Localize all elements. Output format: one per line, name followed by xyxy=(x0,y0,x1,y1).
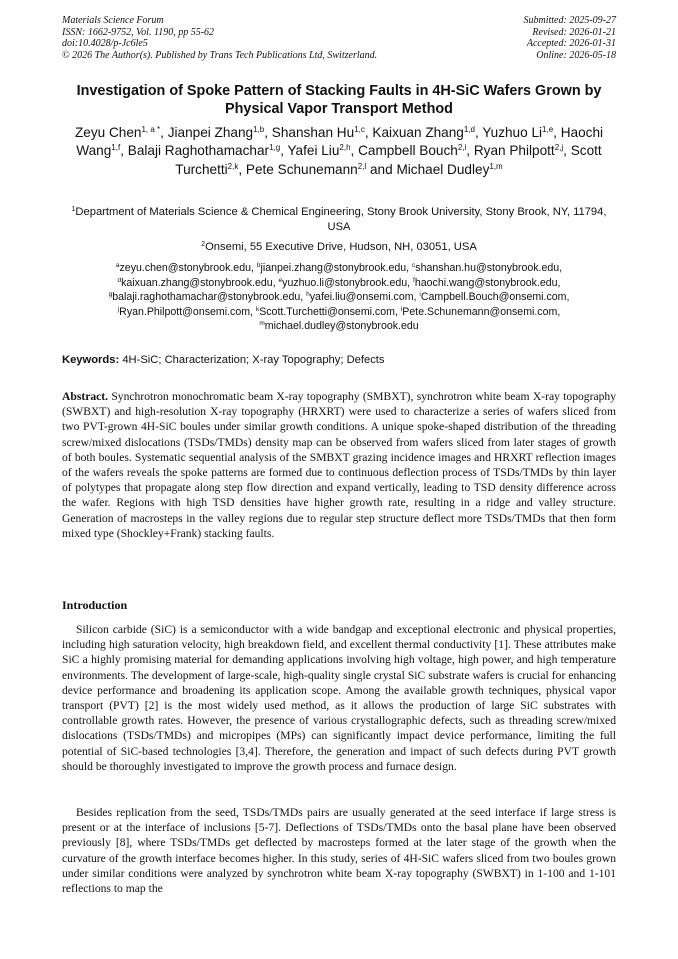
email-marker: b xyxy=(256,262,261,269)
author-affiliation-marker: 2,j xyxy=(554,143,564,153)
revised-date: Revised: 2026-01-21 xyxy=(532,26,616,38)
email-marker: a xyxy=(115,262,120,269)
author xyxy=(372,125,475,140)
author-affiliation-marker: 2,l xyxy=(357,161,367,171)
email-address[interactable]: kaixuan.zhang@stonybrook.edu xyxy=(121,276,273,289)
email xyxy=(118,306,250,318)
email xyxy=(116,262,251,274)
affiliation-marker: 2 xyxy=(201,241,206,248)
author-name: Ryan Philpott xyxy=(473,143,555,159)
email-marker: d xyxy=(117,276,122,284)
email-address[interactable]: Ryan.Philpott@onsemi.com xyxy=(119,305,251,318)
email-address[interactable]: jianpei.zhang@stonybrook.edu xyxy=(260,262,407,274)
email xyxy=(419,291,566,303)
doi-link[interactable]: doi:10.4028/p-Jc6le5 xyxy=(62,38,148,50)
email xyxy=(412,262,559,274)
email xyxy=(401,306,557,318)
author xyxy=(75,125,160,140)
email-address[interactable]: shanshan.hu@stonybrook.edu xyxy=(415,262,560,274)
author-affiliation-marker: 2,k xyxy=(227,161,239,171)
email-list: $^a$zeyu.chen@stonybrook.edu, $^b$jianpei.zhang@stonybrook.edu, $^c$shanshan.hu@stonybrook.edu, $^d$kaixuan.zhang@stonybrook.edu, $^e$yuzhuo.li@stonybrook.edu, $^f$haochi.wang@stonybrook.edu, $^g$balaji.raghothamachar@stonybrook.edu, $^h$yafei.liu@onsemi.com, $^i$Campbell.Bouch@onsemi.com, $^j$Ryan.Philpott@onsemi.com, $^k$Scott.Turchetti@onsemi.com, $^l$Pete.Schunemann@onsemi.com, $^m$michael.dudley@stonybrook.edu xyxy=(108,262,570,332)
abstract xyxy=(62,389,616,541)
email-address[interactable]: yafei.liu@onsemi.com xyxy=(309,291,414,303)
keywords xyxy=(62,353,616,367)
email-marker: m xyxy=(259,320,265,327)
email xyxy=(117,277,272,289)
author-affiliation-marker: 2,i xyxy=(457,143,467,153)
journal-name: Materials Science Forum xyxy=(62,15,164,26)
author-name: Yafei Liu xyxy=(287,143,340,159)
email-marker: k xyxy=(255,305,260,313)
email-address[interactable]: haochi.wang@stonybrook.edu xyxy=(414,276,558,289)
email-marker: l xyxy=(400,305,403,313)
email-address[interactable]: Pete.Schunemann@onsemi.com xyxy=(402,305,558,318)
author xyxy=(288,143,351,158)
email-address[interactable]: balaji.raghothamachar@stonybrook.edu xyxy=(112,291,301,303)
publication-dates xyxy=(524,15,617,61)
online-date: Online: 2026-05-18 xyxy=(536,49,616,61)
email-address[interactable]: zeyu.chen@stonybrook.edu xyxy=(119,262,251,274)
email-address[interactable]: Campbell.Bouch@onsemi.com xyxy=(420,291,567,303)
affiliation-text: Onsemi, 55 Executive Drive, Hudson, NH, 03051, USA xyxy=(205,241,477,253)
keywords-text: 4H-SiC; Characterization; X-ray Topography; Defects xyxy=(122,354,385,366)
email xyxy=(279,277,408,289)
author-affiliation-marker: 1,d xyxy=(463,125,475,134)
author xyxy=(246,162,366,177)
submitted-date: Submitted: 2025-09-27 xyxy=(523,15,616,26)
author xyxy=(474,143,563,158)
email xyxy=(306,291,413,303)
author-affiliation-marker: 1,g xyxy=(269,143,281,153)
author-name: Campbell Bouch xyxy=(358,143,458,159)
email-marker: c xyxy=(412,262,416,269)
email-marker: e xyxy=(278,276,283,284)
email xyxy=(109,291,301,303)
email-marker: h xyxy=(306,291,310,298)
accepted-date: Accepted: 2026-01-31 xyxy=(526,38,616,50)
copyright-line: © 2026 The Author(s). Published by Trans Tech Publications Ltd, Switzerland. xyxy=(62,49,378,61)
author-name: Michael Dudley xyxy=(396,161,490,177)
author xyxy=(168,125,265,140)
author xyxy=(358,143,466,158)
affiliation-1 xyxy=(62,205,616,235)
author-affiliation-marker: 1, a * xyxy=(141,125,161,134)
publication-info xyxy=(62,15,377,61)
introduction-paragraph-2: Besides replication from the seed, TSDs/TMDs pairs are usually generated at the seed interface if large stress is present or at the interface of inclusions [5-7]. Deflections of TSDs/TMDs onto the basal plane have been observed previously [8], where TSDs/TMDs get deflected by macrosteps formed at the later stage of the growth when the curvature of the growth interface becomes higher. In this study, series of 4H-SiC wafers sliced from two boules grown under similar conditions were analyzed by synchrotron white beam X-ray topography (SWBXT) in 1-100 and 1-101 reflections to map the xyxy=(62,806,616,896)
author-name: Scott Turchetti xyxy=(175,143,602,177)
author xyxy=(272,125,365,140)
affiliation-text: Department of Materials Science & Chemical Engineering, Stony Brook University, Stony Brook, NY, 11794, USA xyxy=(75,206,607,233)
author-affiliation-marker: 1,b xyxy=(253,125,265,134)
email-marker: g xyxy=(108,291,113,298)
author-name: Balaji Raghothamachar xyxy=(127,143,270,159)
author xyxy=(128,143,280,158)
author-name: Haochi Wang xyxy=(76,125,604,159)
author-affiliation-marker: 2,h xyxy=(339,143,351,153)
author-name: Shanshan Hu xyxy=(271,125,355,140)
email xyxy=(256,306,395,318)
paper-title: Investigation of Spoke Pattern of Stacking Faults in 4H-SiC Wafers Grown by Physical Vapor Transport Method xyxy=(76,83,602,117)
email-marker: f xyxy=(413,276,415,284)
email xyxy=(259,320,418,332)
author-name: Kaixuan Zhang xyxy=(372,125,464,140)
email-marker: j xyxy=(117,305,120,313)
affiliation-2 xyxy=(62,240,616,255)
affiliation-marker: 1 xyxy=(71,206,76,213)
author xyxy=(396,162,502,177)
author-name: Zeyu Chen xyxy=(74,125,142,140)
author-affiliation-marker: 1,c xyxy=(354,125,365,134)
issn-line: ISSN: 1662-9752, Vol. 1190, pp 55-62 xyxy=(62,26,215,38)
author-name: Yuzhuo Li xyxy=(482,125,543,140)
author-list: Zeyu Chen$^{1, a *}$, Jianpei Zhang$^{1,b}$, Shanshan Hu$^{1,c}$, Kaixuan Zhang$^{1,d}$, Yuzhuo Li$^{1,e}$, Haochi Wang$^{1,f}$, Balaji Raghothamachar$^{1,g}$, Yafei Liu$^{2,h}$, Campbell Bouch$^{2,i}$, Ryan Philpott$^{2,j}$, Scott Turchetti$^{2,k}$, Pete Schunemann$^{2,l}$ and Michael Dudley$^{1,m}$ xyxy=(74,125,604,177)
email-address[interactable]: michael.dudley@stonybrook.edu xyxy=(264,320,419,332)
introduction-paragraph-1: Silicon carbide (SiC) is a semiconductor with a wide bandgap and exceptional electronic and physical properties, including high saturation velocity, high breakdown field, and excellent thermal conductivity [1]. These attributes make SiC a highly promising material for demanding applications involving high voltage, high power, and high temperature environments. The development of large-scale, high-quality single crystal SiC substrate wafers is crucial for enhancing device performance and broadening its application scope. Among the available growth techniques, physical vapor transport (PVT) [2] is the most widely used method, as it allows the production of large SiC substrates with controllable growth rates. However, the presence of various crystallographic defects, such as threading screw/mixed dislocations (TSDs/TMDs) and micropipes (MPs) can significantly impact device performance, limiting the full potential of SiC-based technologies [3,4]. Therefore, the generation and impact of such defects during PVT growth should be thoroughly investigated to improve the growth process and furnace design. xyxy=(62,623,616,773)
email xyxy=(257,262,406,274)
introduction-heading: Introduction xyxy=(62,598,128,612)
author-affiliation-marker: 1,f xyxy=(111,143,121,153)
journal-header xyxy=(62,15,616,61)
author-name: Jianpei Zhang xyxy=(167,125,254,140)
email-address[interactable]: Scott.Turchetti@onsemi.com xyxy=(259,305,395,318)
author-affiliation-marker: 1,e xyxy=(542,125,554,134)
abstract-text: Synchrotron monochromatic beam X-ray topography (SMBXT), synchrotron white beam X-ray topography (SWBXT) and high-resolution X-ray topography (HRXRT) were used to characterize a series of wafers sliced from two PVT-grown 4H-SiC boules under similar growth conditions. A unique spoke-shaped distribution of the threading screw/mixed dislocations (TSDs/TMDs) density map can be observed from wafers sliced from later stages of growth of both boules. Systematic sequential analysis of the SMBXT grazing incidence images and HRXRT reflection images of the wafers reveals the spoke patterns are formed due to continuous deflection process of TSDs/TMDs by thin layer of polytypes that propagate along step flow direction and expand vertically, leading to TSD density difference across the wafer. Regions with high TSD densities have higher growth rate, resulting in a ridge and valley structure. Generation of macrosteps in the valley regions due to regular step structure deflect more TSDs/TMDs that then form mixed type (Shockley+Frank) stacking faults. xyxy=(62,390,616,540)
author xyxy=(482,125,553,140)
email-marker: i xyxy=(419,291,421,298)
author-name: Pete Schunemann xyxy=(245,161,358,177)
email-address[interactable]: yuzhuo.li@stonybrook.edu xyxy=(282,276,408,289)
abstract-label: Abstract. xyxy=(62,390,109,403)
keywords-label: Keywords: xyxy=(62,354,120,366)
author-affiliation-marker: 1,m xyxy=(489,161,503,171)
email xyxy=(413,277,558,289)
